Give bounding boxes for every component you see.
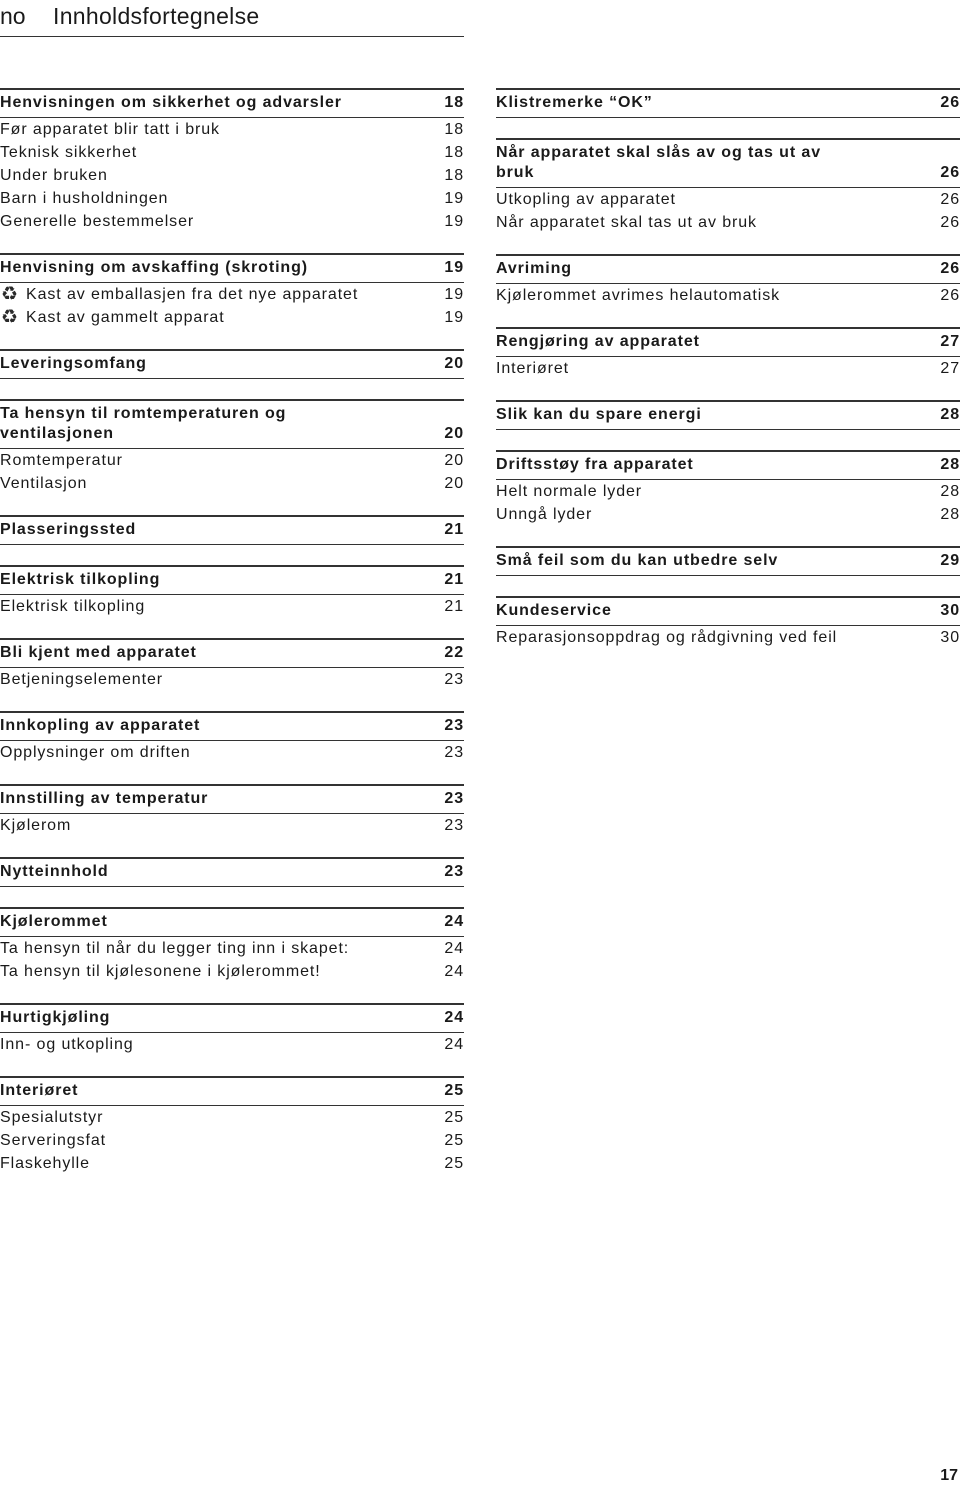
toc-section [0,565,464,618]
toc-entry-label-wrap [0,1033,134,1056]
section-title: Små feil som du kan utbedre selv [496,552,779,569]
toc-entry-page-number: 18 [444,144,464,161]
toc-entry-page-number: 24 [444,1036,464,1053]
section-title: Avriming [496,260,572,277]
toc-entry-label: Interiøret [496,360,570,377]
section-page-number: 21 [444,571,464,588]
toc-entry-label-wrap [496,211,757,234]
toc-entry-label-wrap [0,960,321,983]
toc-entry-page-number: 19 [444,213,464,230]
section-page-number: 26 [940,260,960,277]
toc-entry-page-number: 23 [444,744,464,761]
toc-entry-label-wrap [496,480,642,503]
section-heading[interactable] [0,1003,464,1033]
section-page-number: 23 [444,790,464,807]
section-page-number: 23 [444,863,464,880]
section-title: Plasseringssted [0,521,137,538]
section-title: Henvisning om avskaffing (skroting) [0,259,308,276]
toc-section [496,254,960,307]
section-title: Når apparatet skal slås av og tas ut av bruk [496,144,822,181]
section-heading[interactable] [0,1076,464,1106]
toc-section [0,711,464,764]
toc-entry[interactable] [496,284,960,307]
toc-entry-label: Kast av gammelt apparat [26,309,225,326]
section-title: Ta hensyn til romtemperaturen og ventilasjonen [0,405,287,442]
section-heading[interactable] [0,515,464,545]
toc-entry-label: Spesialutstyr [0,1109,104,1126]
toc-entry[interactable] [0,1106,464,1129]
section-page-number: 27 [940,333,960,350]
toc-section [0,88,464,233]
toc-entry[interactable] [496,211,960,234]
toc-entry-label: Utkopling av apparatet [496,191,676,208]
toc-entry-label-wrap [0,449,123,472]
section-title: Nytteinnhold [0,863,109,880]
toc-entry-label-wrap [0,210,194,233]
toc-section [0,515,464,545]
toc-entry-page-number: 23 [444,671,464,688]
toc-entry[interactable] [496,503,960,526]
section-page-number: 19 [444,259,464,276]
toc-entry[interactable] [0,306,464,329]
section-title: Kjølerommet [0,913,108,930]
toc-entry-label: Kjølerommet avrimes helautomatisk [496,287,780,304]
toc-entry-label-wrap [0,937,349,960]
section-title: Bli kjent med apparatet [0,644,197,661]
toc-entry-label-wrap [496,626,837,649]
toc-entry-label-wrap [0,668,163,691]
toc-entry-page-number: 18 [444,167,464,184]
toc-entry-label-wrap [0,741,191,764]
section-page-number: 29 [940,552,960,569]
toc-entry-label: Ta hensyn til når du legger ting inn i skapet: [0,940,350,957]
toc-section [496,546,960,576]
toc-entry[interactable] [0,1033,464,1056]
toc-entry-label: Ventilasjon [0,475,88,492]
section-page-number: 22 [444,644,464,661]
toc-entry-label-wrap [496,357,569,380]
toc-entry-page-number: 19 [444,286,464,303]
toc-entry-label-wrap [0,187,168,210]
toc-entry[interactable] [0,449,464,472]
section-page-number: 20 [444,425,464,442]
toc-entry-label: Teknisk sikkerhet [0,144,138,161]
toc-entry-label-wrap [0,141,137,164]
section-page-number: 26 [940,164,960,181]
section-title: Innstilling av temperatur [0,790,209,807]
toc-column-right [496,88,960,669]
toc-entry-page-number: 30 [940,629,960,646]
toc-section [496,596,960,649]
toc-entry[interactable] [0,1129,464,1152]
toc-entry[interactable] [0,187,464,210]
toc-entry-label-wrap [0,472,87,495]
toc-entry[interactable] [496,480,960,503]
section-page-number: 20 [444,355,464,372]
toc-section [496,138,960,234]
toc-entry[interactable] [0,164,464,187]
toc-entry-label: Romtemperatur [0,452,123,469]
toc-entry-page-number: 25 [444,1109,464,1126]
section-title: Driftsstøy fra apparatet [496,456,694,473]
toc-entry-label-wrap [0,1129,106,1152]
toc-entry-label-wrap [496,503,592,526]
section-heading[interactable] [0,857,464,887]
toc-entry-page-number: 21 [444,598,464,615]
toc-entry-label: Før apparatet blir tatt i bruk [0,121,220,138]
section-page-number: 25 [444,1082,464,1099]
toc-entry-page-number: 26 [940,287,960,304]
toc-entry[interactable] [0,668,464,691]
language-code: no [0,3,26,29]
toc-entry-label: Barn i husholdningen [0,190,169,207]
section-heading[interactable] [0,88,464,118]
toc-section [0,1003,464,1056]
toc-entry-page-number: 18 [444,121,464,138]
toc-section [0,399,464,495]
toc-entry-label-wrap [0,306,225,329]
toc-entry[interactable] [0,814,464,837]
toc-entry-page-number: 19 [444,309,464,326]
section-page-number: 24 [444,913,464,930]
toc-entry-label: Reparasjonsoppdrag og rådgivning ved feil [496,629,838,646]
section-page-number: 26 [940,94,960,111]
section-heading[interactable] [0,711,464,741]
toc-entry-label: Betjeningselementer [0,671,163,688]
section-page-number: 28 [940,406,960,423]
section-page-number: 30 [940,602,960,619]
toc-entry-page-number: 27 [940,360,960,377]
section-page-number: 18 [444,94,464,111]
section-heading[interactable] [496,400,960,430]
section-heading[interactable] [496,596,960,626]
toc-entry-page-number: 26 [940,214,960,231]
toc-entry[interactable] [0,960,464,983]
section-heading[interactable] [496,138,960,188]
toc-section [0,349,464,379]
toc-entry-page-number: 24 [444,940,464,957]
toc-section [0,638,464,691]
toc-section [0,1076,464,1175]
toc-column-left [0,88,464,1195]
section-title: Klistremerke “OK” [496,94,653,111]
toc-entry-page-number: 28 [940,506,960,523]
section-page-number: 21 [444,521,464,538]
section-heading[interactable] [496,254,960,284]
toc-entry[interactable] [0,937,464,960]
toc-entry-label-wrap [0,1152,90,1175]
toc-entry[interactable] [496,357,960,380]
section-heading[interactable] [0,399,464,449]
toc-entry[interactable] [0,283,464,306]
section-heading[interactable] [496,546,960,576]
toc-entry-label: Ta hensyn til kjølesonene i kjølerommet! [0,963,321,980]
recycle-icon: ♻ [1,306,19,328]
toc-section [496,450,960,526]
toc-entry-label: Unngå lyder [496,506,593,523]
toc-entry-label: Under bruken [0,167,108,184]
section-title: Leveringsomfang [0,355,147,372]
toc-entry[interactable] [0,741,464,764]
recycle-icon: ♻ [1,283,19,305]
toc-entry[interactable] [0,1152,464,1175]
toc-entry-label-wrap [0,1106,103,1129]
toc-entry-label-wrap [0,164,108,187]
section-page-number: 28 [940,456,960,473]
toc-entry[interactable] [0,472,464,495]
section-title: Kundeservice [496,602,612,619]
toc-entry[interactable] [496,188,960,211]
toc-entry-page-number: 25 [444,1132,464,1149]
toc-entry-label-wrap [0,595,145,618]
section-title: Elektrisk tilkopling [0,571,161,588]
section-heading[interactable] [496,327,960,357]
section-heading[interactable] [0,253,464,283]
toc-entry[interactable] [496,626,960,649]
page-number: 17 [940,1467,958,1484]
toc-section [0,253,464,329]
section-title: Innkopling av apparatet [0,717,201,734]
toc-entry-label: Helt normale lyder [496,483,643,500]
section-heading[interactable] [0,565,464,595]
section-title: Interiøret [0,1082,79,1099]
toc-entry-page-number: 24 [444,963,464,980]
toc-entry-label: Inn- og utkopling [0,1036,134,1053]
toc-section [496,400,960,430]
toc-entry-page-number: 26 [940,191,960,208]
toc-entry[interactable] [0,118,464,141]
toc-entry[interactable] [0,595,464,618]
toc-entry-label-wrap [496,284,780,307]
section-title: Rengjøring av apparatet [496,333,700,350]
section-heading[interactable] [496,450,960,480]
toc-entry-page-number: 23 [444,817,464,834]
toc-entry-label: Kjølerom [0,817,72,834]
section-heading[interactable] [496,88,960,118]
page-title: Innholdsfortegnelse [53,3,260,29]
section-page-number: 24 [444,1009,464,1026]
section-title: Slik kan du spare energi [496,406,702,423]
section-title: Hurtigkjøling [0,1009,111,1026]
toc-entry[interactable] [0,141,464,164]
toc-entry-label: Kast av emballasjen fra det nye apparatet [26,286,359,303]
toc-section [0,857,464,887]
toc-entry-label: Generelle bestemmelser [0,213,195,230]
toc-entry-label-wrap [0,283,358,306]
toc-section [0,784,464,837]
section-page-number: 23 [444,717,464,734]
toc-entry-label-wrap [496,188,676,211]
toc-entry-label: Når apparatet skal tas ut av bruk [496,214,757,231]
toc-entry-page-number: 19 [444,190,464,207]
section-title: Henvisningen om sikkerhet og advarsler [0,94,342,111]
toc-entry-label: Elektrisk tilkopling [0,598,146,615]
toc-entry-label-wrap [0,118,220,141]
toc-section [0,907,464,983]
toc-entry-label: Serveringsfat [0,1132,106,1149]
toc-entry-label: Flaskehylle [0,1155,90,1172]
toc-entry-page-number: 25 [444,1155,464,1172]
toc-entry-page-number: 28 [940,483,960,500]
section-heading[interactable] [0,638,464,668]
toc-section [496,88,960,118]
toc-entry-label-wrap [0,814,71,837]
toc-entry-page-number: 20 [444,475,464,492]
page-header [0,0,464,37]
section-heading[interactable] [0,784,464,814]
toc-section [496,327,960,380]
toc-entry-label: Opplysninger om driften [0,744,191,761]
section-heading[interactable] [0,907,464,937]
section-heading[interactable] [0,349,464,379]
toc-entry[interactable] [0,210,464,233]
toc-entry-page-number: 20 [444,452,464,469]
